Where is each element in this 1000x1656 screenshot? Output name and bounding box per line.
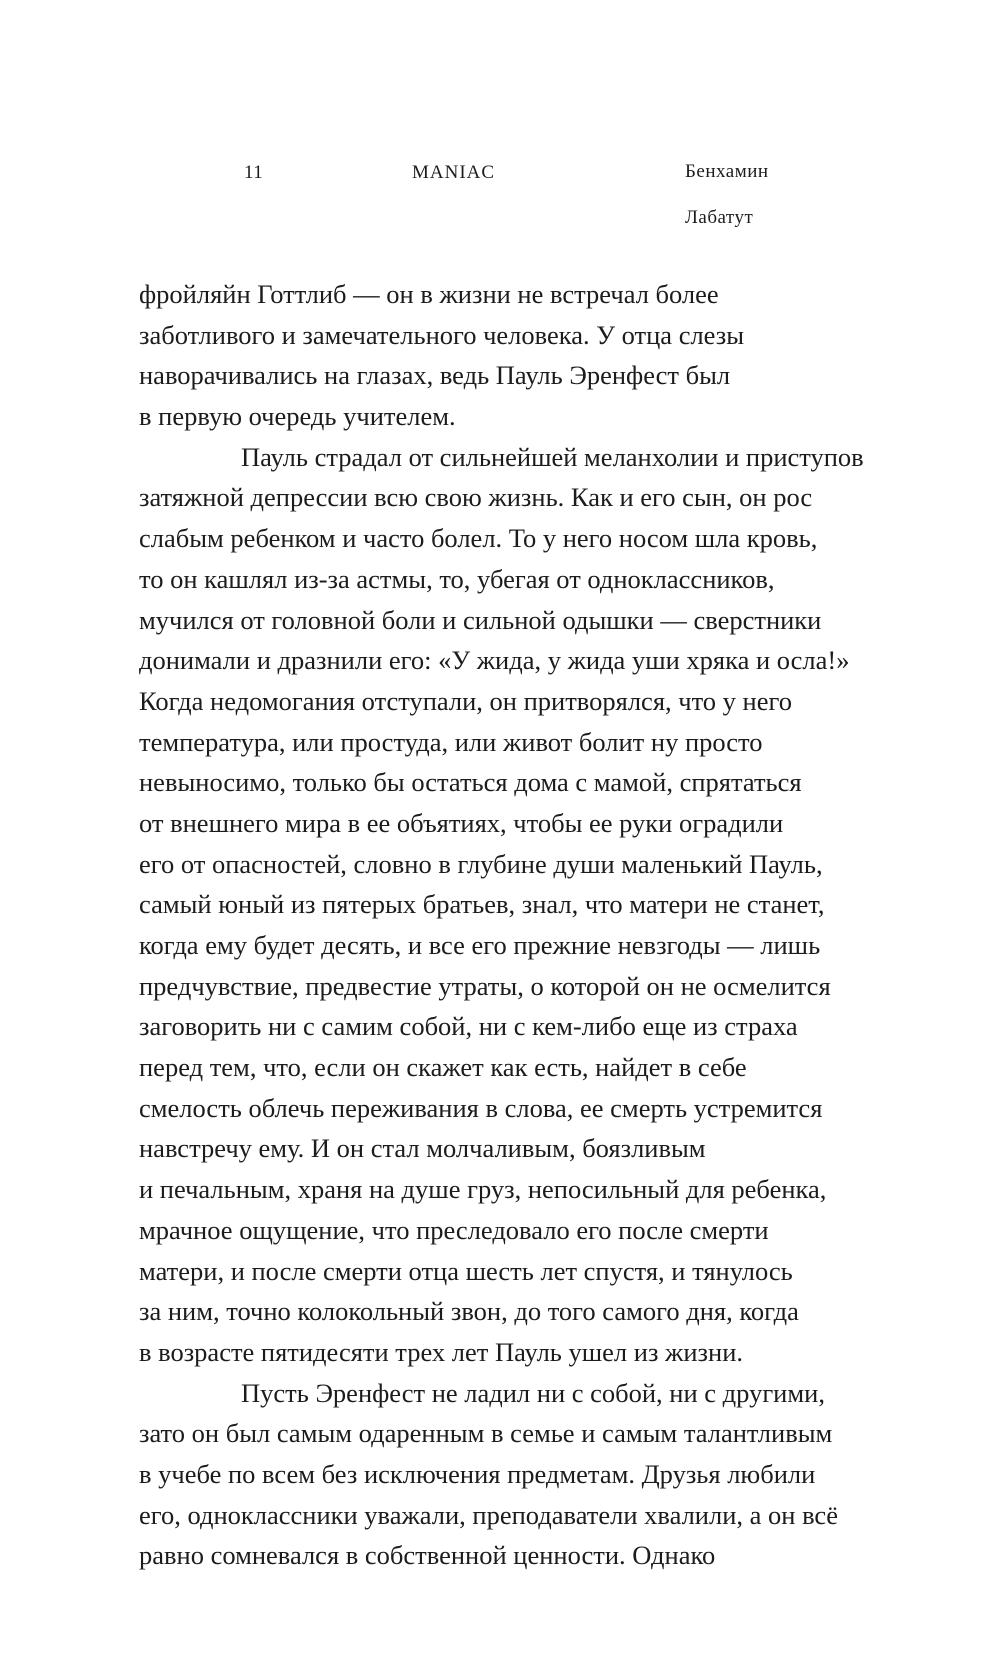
text-line: Пусть Эренфест не ладил ни с собой, ни с другими, xyxy=(241,1377,825,1408)
text-line: Когда недомогания отступали, он притворялся, что у него xyxy=(139,685,792,716)
text-line: перед тем, что, если он скажет как есть, найдет в себе xyxy=(139,1052,747,1083)
paragraph xyxy=(139,274,939,437)
text-line: наворачивались на глазах, ведь Пауль Эренфест был xyxy=(139,360,731,391)
text-line: от внешнего мира в ее объятиях, чтобы ее руки оградили xyxy=(139,807,784,838)
page-number: 11 xyxy=(244,162,264,183)
text-line: смелость облечь переживания в слова, ее смерть устремится xyxy=(139,1092,823,1123)
paragraph xyxy=(139,437,939,1373)
text-line: в возрасте пятидесяти трех лет Пауль ушел из жизни. xyxy=(139,1336,744,1367)
text-line: его, одноклассники уважали, преподаватели хвалили, а он всё xyxy=(139,1499,838,1530)
text-line: Пауль страдал от сильнейшей меланхолии и приступов xyxy=(241,441,864,472)
text-line: его от опасностей, словно в глубине души маленький Пауль, xyxy=(139,848,823,879)
text-line: то он кашлял из-за астмы, то, убегая от одноклассников, xyxy=(139,563,775,594)
text-line: мрачное ощущение, что преследовало его после смерти xyxy=(139,1214,769,1245)
text-line: и печальным, храня на душе груз, непосильный для ребенка, xyxy=(139,1174,827,1205)
text-line: самый юный из пятерых братьев, знал, что матери не станет, xyxy=(139,889,825,920)
text-line: температура, или простуда, или живот болит ну просто xyxy=(139,726,763,757)
text-line: фройляйн Готтлиб — он в жизни не встречал более xyxy=(139,279,719,309)
text-line: за ним, точно колокольный звон, до того самого дня, когда xyxy=(139,1296,799,1327)
author-name xyxy=(685,149,825,241)
text-line: заботливого и замечательного человека. У отца слезы xyxy=(139,319,745,350)
text-line: когда ему будет десять, и все его прежние невзгоды — лишь xyxy=(139,930,821,960)
text-line: в первую очередь учителем. xyxy=(139,401,456,432)
text-line: мучился от головной боли и сильной одышки — сверстники xyxy=(139,604,822,635)
text-line: зато он был самым одаренным в семье и самым талантливым xyxy=(139,1418,833,1449)
text-line: невыносимо, только бы остаться дома с мамой, спрятаться xyxy=(139,767,802,798)
paragraph xyxy=(139,1373,939,1576)
book-title: MANIAC xyxy=(412,162,496,183)
text-line: заговорить ни с самим собой, ни с кем-либо еще из страха xyxy=(139,1011,798,1042)
author-last-name: Лабатут xyxy=(685,207,754,228)
body-text xyxy=(139,274,939,1576)
text-line: в учебе по всем без исключения предметам. Друзья любили xyxy=(139,1458,816,1489)
text-line: матери, и после смерти отца шесть лет спустя, и тянулось xyxy=(139,1255,793,1286)
author-first-name: Бенхамин xyxy=(685,161,769,182)
text-line: навстречу ему. И он стал молчаливым, боязливым xyxy=(139,1133,706,1164)
text-line: слабым ребенком и часто болел. То у него носом шла кровь, xyxy=(139,523,818,554)
text-line: предчувствие, предвестие утраты, о которой он не осмелится xyxy=(139,970,831,1001)
text-line: затяжной депрессии всю свою жизнь. Как и его сын, он рос xyxy=(139,482,813,513)
text-line: донимали и дразнили его: «У жида, у жида уши хряка и осла!» xyxy=(139,645,850,676)
text-line: равно сомневался в собственной ценности. Однако xyxy=(139,1540,716,1571)
